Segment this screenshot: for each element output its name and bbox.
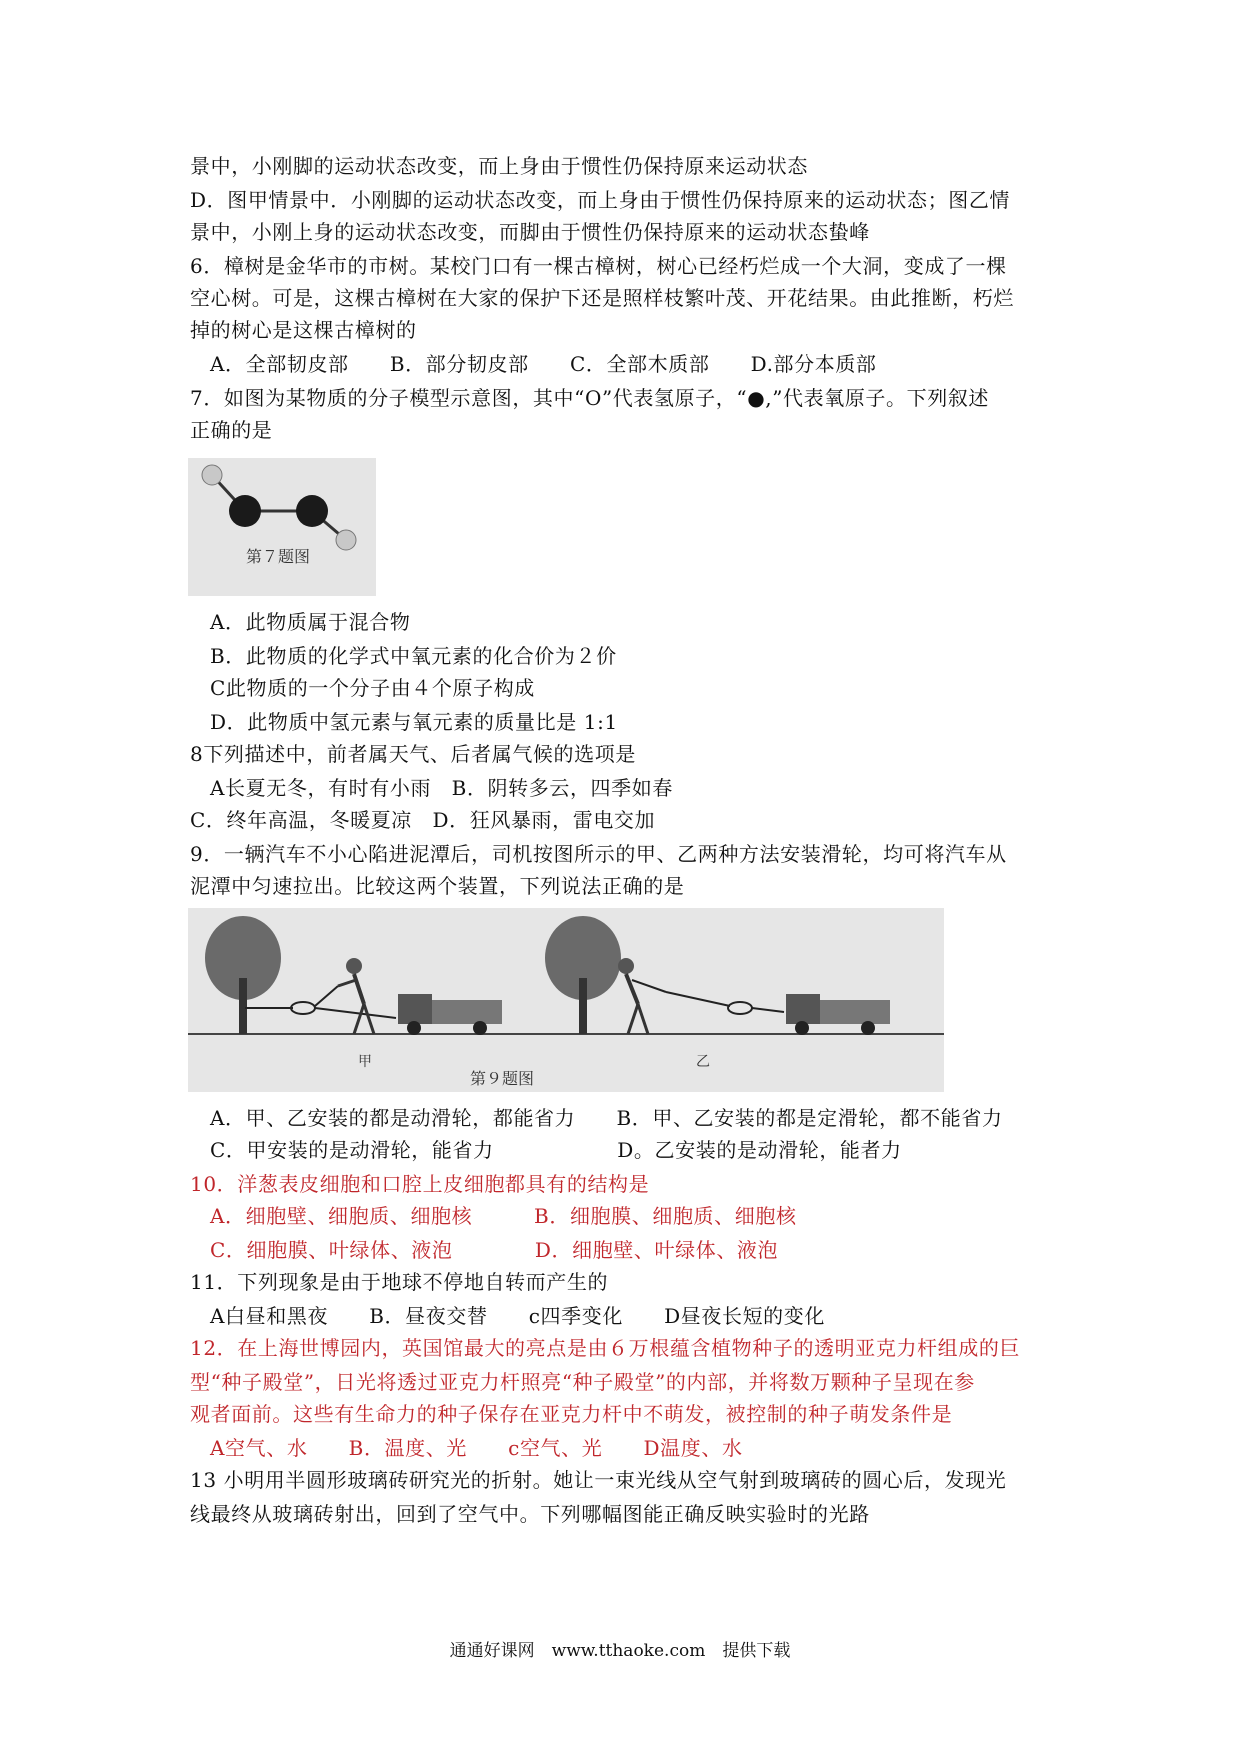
text-line: 观者面前。这些有生命力的种子保存在亚克力杆中不萌发，被控制的种子萌发条件是 (190, 1402, 953, 1426)
figure-7-caption: 第７题图 (246, 547, 311, 566)
text-line: 正确的是 (190, 418, 273, 442)
person-icon (618, 958, 634, 974)
question-12-line: 12．在上海世博园内，英国馆最大的亮点是由６万根蕴含植物种子的透明亚克力杆组成的巨 (190, 1336, 1021, 1360)
question-11-line: 11．下列现象是由于地球不停地自转而产生的 (190, 1270, 609, 1294)
question-9-options: C．甲安装的是动滑轮，能省力 D。乙安装的是动滑轮，能者力 (210, 1138, 902, 1162)
question-7-option-d: D．此物质中氢元素与氧元素的质量比是 1:1 (210, 710, 618, 734)
hydrogen-atom-icon (336, 530, 356, 550)
figure-9-pulleys (188, 908, 944, 1092)
person-icon (346, 958, 362, 974)
label-jia: 甲 (358, 1054, 372, 1070)
question-10-options: C．细胞膜、叶绿体、液泡 D．细胞壁、叶绿体、液泡 (210, 1238, 779, 1262)
question-10-options: A．细胞壁、细胞质、细胞核 B．细胞膜、细胞质、细胞核 (210, 1204, 797, 1228)
oxygen-atom-icon (296, 495, 328, 527)
question-8-options: A长夏无冬，有时有小雨 B．阴转多云，四季如春 (210, 776, 673, 800)
question-9-line: 9．一辆汽车不小心陷进泥潭后，司机按图所示的甲、乙两种方法安装滑轮，均可将汽车从 (190, 842, 1007, 866)
question-7-option-a: A．此物质属于混合物 (210, 610, 411, 634)
text-line: 泥潭中匀速拉出。比较这两个装置，下列说法正确的是 (190, 874, 685, 898)
question-12-options: A空气、水 B．温度、光 c空气、光 D温度、水 (210, 1436, 743, 1460)
question-8-line: 8下列描述中，前者属天气、后者属气候的选项是 (190, 742, 636, 766)
text-line: D．图甲情景中．小刚脚的运动状态改变，而上身由于惯性仍保持原来的运动状态；图乙情 (190, 188, 1011, 212)
figure-7-molecule (188, 458, 376, 596)
text-line: 景中，小刚脚的运动状态改变，而上身由于惯性仍保持原来运动状态 (190, 154, 808, 178)
molecule-diagram (188, 458, 376, 596)
truck-cab-icon (398, 994, 432, 1024)
question-11-options: A白昼和黑夜 B．昼夜交替 c四季变化 D昼夜长短的变化 (210, 1304, 825, 1328)
text-line: 景中，小刚上身的运动状态改变，而脚由于惯性仍保持原来的运动状态蛰峰 (190, 220, 870, 244)
text-line: 型“种子殿堂”，日光将透过亚克力杆照亮“种子殿堂”的内部，并将数万颗种子呈现在参 (190, 1370, 975, 1394)
page-footer: 通通好课网 www.tthaoke.com 提供下载 (449, 1641, 791, 1661)
text-line: 掉的树心是这棵古樟树的 (190, 318, 417, 342)
pulley-diagram (188, 908, 944, 1092)
text-line: 线最终从玻璃砖射出，回到了空气中。下列哪幅图能正确反映实验时的光路 (190, 1502, 870, 1526)
text-line: 空心树。可是，这棵古樟树在大家的保护下还是照样枝繁叶茂、开花结果。由此推断，朽烂 (190, 286, 1014, 310)
oxygen-atom-icon (229, 495, 261, 527)
question-7-line: 7．如图为某物质的分子模型示意图，其中“O”代表氢原子，“●,”代表氧原子。下列叙述 (190, 386, 990, 410)
question-6-line: 6．樟树是金华市的市树。某校门口有一棵古樟树，树心已经朽烂成一个大洞，变成了一棵 (190, 254, 1007, 278)
label-yi: 乙 (696, 1054, 710, 1070)
question-6-options: A．全部韧皮部 B．部分韧皮部 C．全部木质部 D.部分本质部 (210, 352, 877, 376)
hydrogen-atom-icon (202, 465, 222, 485)
question-7-option-b: B．此物质的化学式中氧元素的化合价为２价 (210, 644, 617, 668)
question-10-line: 10．洋葱表皮细胞和口腔上皮细胞都具有的结构是 (190, 1172, 650, 1196)
question-8-options: C．终年高温，冬暖夏凉 D．狂风暴雨，雷电交加 (190, 808, 656, 832)
question-9-options: A．甲、乙安装的都是动滑轮，都能省力 B．甲、乙安装的都是定滑轮，都不能省力 (210, 1106, 1003, 1130)
figure-9-caption: 第９题图 (470, 1069, 535, 1088)
question-7-option-c: C此物质的一个分子由４个原子构成 (210, 676, 535, 700)
question-13-line: 13 小明用半圆形玻璃砖研究光的折射。她让一束光线从空气射到玻璃砖的圆心后，发现光 (190, 1468, 1007, 1492)
truck-cab-icon (786, 994, 820, 1024)
